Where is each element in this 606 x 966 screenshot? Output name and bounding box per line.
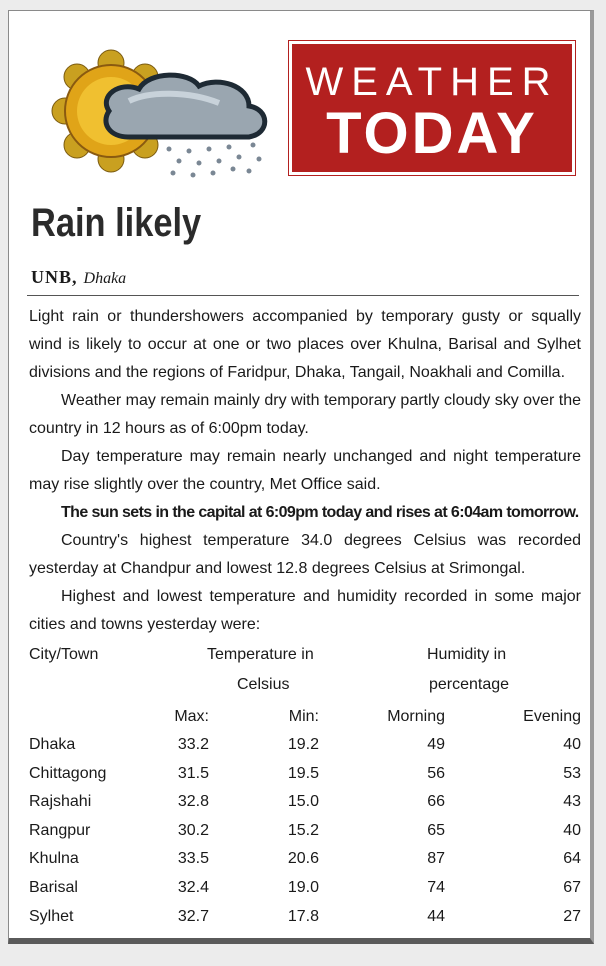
- paragraph: Light rain or thundershowers accompanied by temporary gusty or squally wind is likely to occur at one or two places over Khulna, Barisal and Sylhet divisions and the regions of Faridpur, Dhaka, Tangail, Noakhali and Comilla.: [29, 308, 581, 381]
- table-row: [29, 731, 581, 760]
- weather-today-badge: [289, 41, 575, 175]
- cell-city: Chittagong: [29, 764, 107, 782]
- divider: [27, 295, 579, 296]
- sub-evening-header: Evening: [523, 708, 581, 725]
- cell-city: Rangpur: [29, 821, 91, 839]
- cell-min: 20.6: [287, 850, 319, 868]
- cell-evening: 27: [563, 907, 581, 925]
- col-temp-header: Temperature in: [207, 646, 314, 663]
- cell-evening: 43: [563, 793, 581, 811]
- paragraph: Country's highest temperature 34.0 degrees Celsius was recorded yesterday at Chandpur and lowest 12.8 degrees Celsius at Srimongal.: [29, 532, 581, 577]
- col-humidity-header-2: percentage: [429, 676, 510, 693]
- news-clipping: [8, 10, 594, 944]
- cell-city: Rajshahi: [29, 793, 92, 811]
- cell-evening: 53: [563, 764, 581, 782]
- col-city-header: City/Town: [29, 646, 99, 663]
- table-header: [29, 641, 581, 731]
- dateline: [31, 267, 126, 288]
- cell-city: Sylhet: [29, 907, 74, 925]
- sub-min-header: Min:: [288, 708, 319, 725]
- dateline-city: Dhaka: [83, 270, 127, 287]
- cell-max: 32.8: [177, 793, 209, 811]
- cell-evening: 64: [563, 850, 581, 868]
- table-row: [29, 874, 581, 903]
- table-row: [29, 845, 581, 874]
- cell-morning: 49: [427, 736, 445, 753]
- table-row: [29, 788, 581, 817]
- cell-evening: 40: [563, 821, 581, 839]
- cell-city: Dhaka: [29, 736, 76, 753]
- headline: Rain likely: [31, 201, 202, 245]
- cell-city: Barisal: [29, 878, 78, 896]
- cell-morning: 44: [427, 907, 445, 925]
- sub-morning-header: Morning: [387, 708, 445, 725]
- cell-min: 19.5: [287, 764, 319, 782]
- cell-city: Khulna: [29, 850, 79, 868]
- col-temp-header-2: Celsius: [237, 676, 290, 693]
- badge-line-today: TODAY: [326, 101, 538, 166]
- cell-min: 17.8: [287, 907, 319, 925]
- weather-table: [29, 641, 581, 931]
- cell-evening: 67: [563, 878, 581, 896]
- badge-line-weather: WEATHER: [305, 60, 559, 104]
- cell-morning: 65: [427, 821, 445, 839]
- cell-max: 33.5: [177, 850, 209, 868]
- sun-cloud-rain-icon: [49, 41, 289, 181]
- cell-morning: 74: [427, 878, 445, 896]
- cell-min: 15.0: [287, 793, 319, 811]
- col-humidity-header: Humidity in: [427, 646, 507, 663]
- weather-header: [9, 11, 595, 191]
- cell-max: 33.2: [177, 736, 209, 753]
- cell-min: 19.2: [287, 736, 319, 753]
- sub-max-header: Max:: [174, 708, 209, 725]
- cell-max: 32.4: [177, 878, 209, 896]
- cell-morning: 66: [427, 793, 445, 811]
- table-row: [29, 903, 581, 932]
- paragraph: Weather may remain mainly dry with temporary partly cloudy sky over the country in 12 hours as of 6:00pm today.: [29, 392, 581, 437]
- cell-min: 19.0: [287, 878, 319, 896]
- paragraph: Highest and lowest temperature and humidity recorded in some major cities and towns yesterday were:: [29, 588, 581, 633]
- cell-morning: 56: [427, 764, 445, 782]
- table-row: [29, 817, 581, 846]
- paragraph: Day temperature may remain nearly unchanged and night temperature may rise slightly over the country, Met Office said.: [29, 448, 581, 493]
- cell-morning: 87: [427, 850, 445, 868]
- agency-name: UNB,: [31, 267, 78, 287]
- cell-max: 30.2: [177, 821, 209, 839]
- article-body: [29, 303, 581, 639]
- table-row: [29, 760, 581, 789]
- cell-min: 15.2: [287, 821, 319, 839]
- cell-max: 31.5: [177, 764, 209, 782]
- sun-times-paragraph: The sun sets in the capital at 6:09pm today and rises at 6:04am tomorrow.: [61, 504, 579, 521]
- cell-max: 32.7: [177, 907, 209, 925]
- cell-evening: 40: [563, 736, 581, 753]
